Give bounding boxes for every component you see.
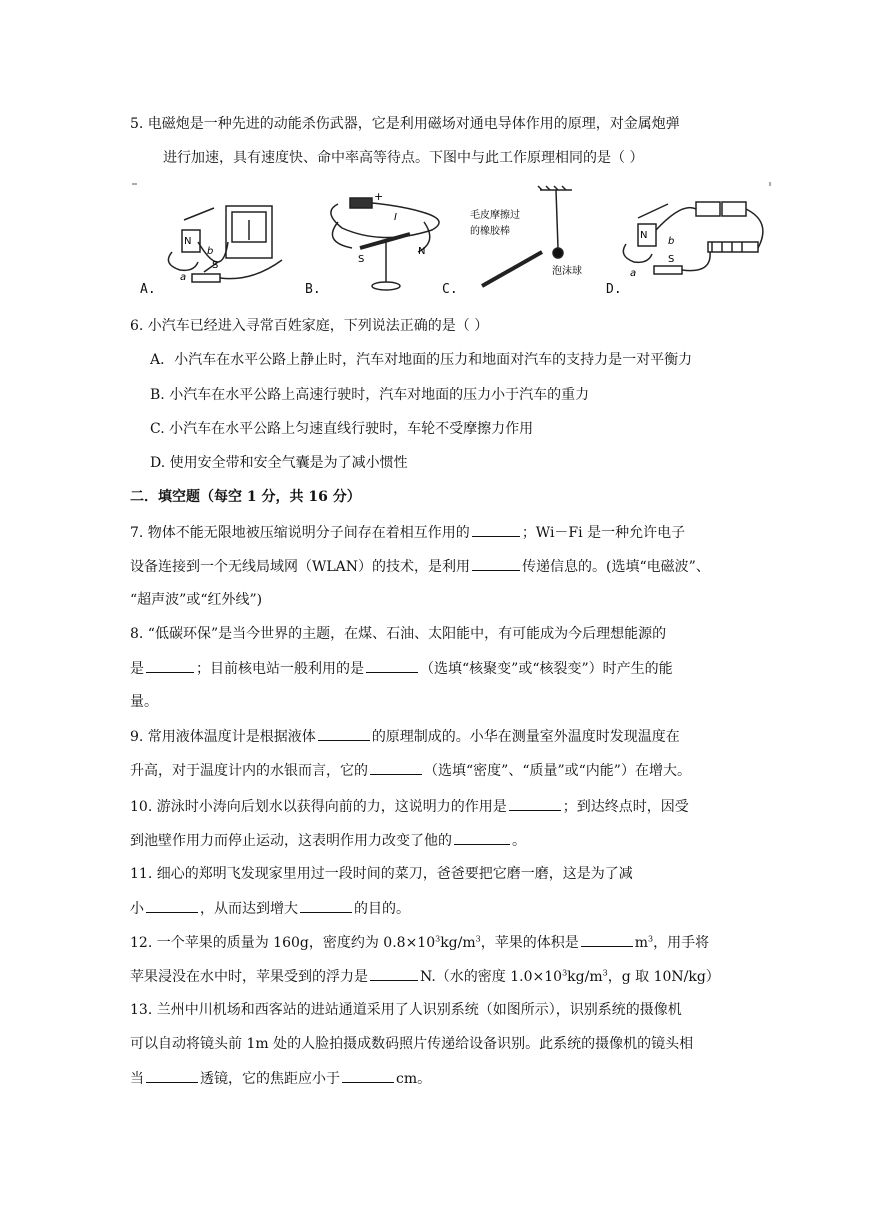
q8-l2a: 是 <box>130 661 144 677</box>
q13-blank-1[interactable] <box>146 1068 198 1083</box>
q7-l2a: 设备连接到一个无线局域网（WLAN）的技术，是利用 <box>130 559 471 575</box>
fig-b-label: B. <box>305 282 321 297</box>
q9-l1a: 9. 常用液体温度计是根据液体 <box>130 729 316 745</box>
q10-l1b: ；到达终点时，因受 <box>562 799 689 815</box>
q9-blank-1[interactable] <box>318 726 370 741</box>
q12-l2c: kg/m <box>567 969 603 985</box>
q8-blank-2[interactable] <box>366 658 418 673</box>
q13-line1: 13. 兰州中川机场和西客站的进站通道采用了人识别系统（如图所示），识别系统的摄像机 <box>130 1002 682 1018</box>
q13-l3a: 当 <box>130 1071 144 1087</box>
q9-l1b: 的原理制成的。小华在测量室外温度时发现温度在 <box>371 729 680 745</box>
q10-blank-2[interactable] <box>454 830 510 845</box>
q10-line1 <box>130 796 689 817</box>
q7-line3: “超声波”或“红外线”) <box>130 592 263 608</box>
q12-l1b: kg/m <box>440 935 476 951</box>
q10-blank-1[interactable] <box>509 796 561 811</box>
q13-l3c: cm。 <box>396 1071 432 1087</box>
fig-a-n: N <box>184 236 192 247</box>
q12-l1e: ，用手将 <box>653 935 710 951</box>
q6-option-d: D. 使用安全带和安全气囊是为了减小惯性 <box>150 455 408 471</box>
fig-b-n: N <box>418 246 426 257</box>
q7-line1 <box>130 522 685 543</box>
q9-l2b: （选填“密度”、“质量”或“内能”）在增大。 <box>424 763 691 779</box>
q10-line2 <box>130 830 526 851</box>
q11-l2a: 小 <box>130 901 144 917</box>
q5-line2: 进行加速，具有速度快、命中率高等待点。下图中与此工作原理相同的是（ ） <box>163 150 644 166</box>
fig-d-a: a <box>630 268 637 279</box>
q12-line2 <box>130 966 720 987</box>
q9-blank-2[interactable] <box>370 760 422 775</box>
q11-l2c: 的目的。 <box>354 901 410 917</box>
q5-line1: 5. 电磁炮是一种先进的动能杀伤武器，它是利用磁场对通电导体作用的原理，对金属炮弹 <box>130 116 680 132</box>
fig-a-s: S <box>212 260 219 271</box>
q12-sup-2: 3 <box>475 934 481 944</box>
q7-l1b: ；Wi－Fi 是一种允许电子 <box>521 525 686 541</box>
q8-line3: 量。 <box>130 694 158 710</box>
q12-line1 <box>130 932 709 953</box>
fig-a-b: b <box>207 246 214 257</box>
q8-blank-1[interactable] <box>146 658 194 673</box>
q11-line1: 11. 细心的郑明飞发现家里用过一段时间的菜刀，爸爸要把它磨一磨，这是为了减 <box>130 866 633 882</box>
q12-sup-3: 3 <box>648 934 654 944</box>
section-2-heading: 二．填空题（每空 1 分，共 16 分） <box>130 489 361 505</box>
q12-blank-1[interactable] <box>581 932 633 947</box>
q8-line2 <box>130 658 673 679</box>
q11-blank-1[interactable] <box>146 898 198 913</box>
q10-l2a: 到池壁作用力而停止运动，这表明作用力改变了他的 <box>130 833 452 849</box>
q9-line2 <box>130 760 691 781</box>
q12-blank-2[interactable] <box>370 966 418 981</box>
q10-l1a: 10. 游泳时小涛向后划水以获得向前的力，这说明力的作用是 <box>130 799 507 815</box>
q9-l2a: 升高，对于温度计内的水银而言，它的 <box>130 763 368 779</box>
q13-l3b: 透镜，它的焦距应小于 <box>200 1071 340 1087</box>
q7-blank-2[interactable] <box>472 556 520 571</box>
q13-line2: 可以自动将镜头前 1m 处的人脸拍摄成数码照片传递给设备识别。此系统的摄像机的镜头相 <box>130 1036 694 1052</box>
q7-line2 <box>130 556 710 577</box>
fig-c-text3: 泡沫球 <box>552 266 582 277</box>
q8-line1: 8. “低碳环保”是当今世界的主题，在煤、石油、太阳能中，有可能成为今后理想能源的 <box>130 626 667 642</box>
fig-a-a: a <box>180 272 187 283</box>
q12-l1c: ，苹果的体积是 <box>480 935 579 951</box>
q12-l1d: m <box>634 935 649 951</box>
q12-l1a: 12. 一个苹果的质量为 160g，密度约为 0.8×10 <box>130 935 436 951</box>
q12-sup-4: 3 <box>562 968 568 978</box>
q7-blank-1[interactable] <box>472 522 520 537</box>
fig-d-s: S <box>668 254 675 265</box>
q12-l2a: 苹果浸没在水中时，苹果受到的浮力是 <box>130 969 368 985</box>
q6-option-a: A．小汽车在水平公路上静止时，汽车对地面的压力和地面对汽车的支持力是一对平衡力 <box>150 352 693 368</box>
fig-d-n: N <box>640 230 648 241</box>
fig-b-plus: + <box>374 190 384 203</box>
fig-c-text1: 毛皮摩擦过 <box>470 210 520 221</box>
q11-blank-2[interactable] <box>300 898 352 913</box>
q9-line1 <box>130 726 680 747</box>
q10-l2b: 。 <box>512 833 526 849</box>
fig-d-label: D. <box>606 282 622 297</box>
fig-a-label: A. <box>140 282 156 297</box>
q6-stem: 6. 小汽车已经进入寻常百姓家庭，下列说法正确的是（ ） <box>130 318 489 334</box>
q13-line3 <box>130 1068 431 1089</box>
q7-l1a: 7. 物体不能无限地被压缩说明分子间存在着相互作用的 <box>130 525 470 541</box>
q6-option-c: C. 小汽车在水平公路上匀速直线行驶时，车轮不受摩擦力作用 <box>150 421 534 437</box>
q12-sup-5: 3 <box>602 968 608 978</box>
fig-c-label: C. <box>442 282 458 297</box>
fig-d-b: b <box>668 236 675 247</box>
q12-l2b: N.（水的密度 1.0×10 <box>420 969 563 985</box>
fig-c-text2: 的橡胶棒 <box>470 226 510 237</box>
q11-l2b: ，从而达到增大 <box>200 901 298 917</box>
q12-l2d: ，g 取 10N/kg） <box>607 969 720 985</box>
q8-l2c: （选填“核聚变”或“核裂变”）时产生的能 <box>420 661 673 677</box>
q6-option-b: B. 小汽车在水平公路上高速行驶时，汽车对地面的压力小于汽车的重力 <box>150 387 590 403</box>
q11-line2 <box>130 898 410 919</box>
figure-b <box>331 198 439 290</box>
q12-sup-1: 3 <box>435 934 441 944</box>
fig-b-i: I <box>394 212 397 223</box>
q7-l2b: 传递信息的。(选填“电磁波”、 <box>522 559 710 575</box>
fig-b-s: S <box>358 254 365 265</box>
q8-l2b: ；目前核电站一般利用的是 <box>196 661 364 677</box>
q13-blank-2[interactable] <box>342 1068 394 1083</box>
